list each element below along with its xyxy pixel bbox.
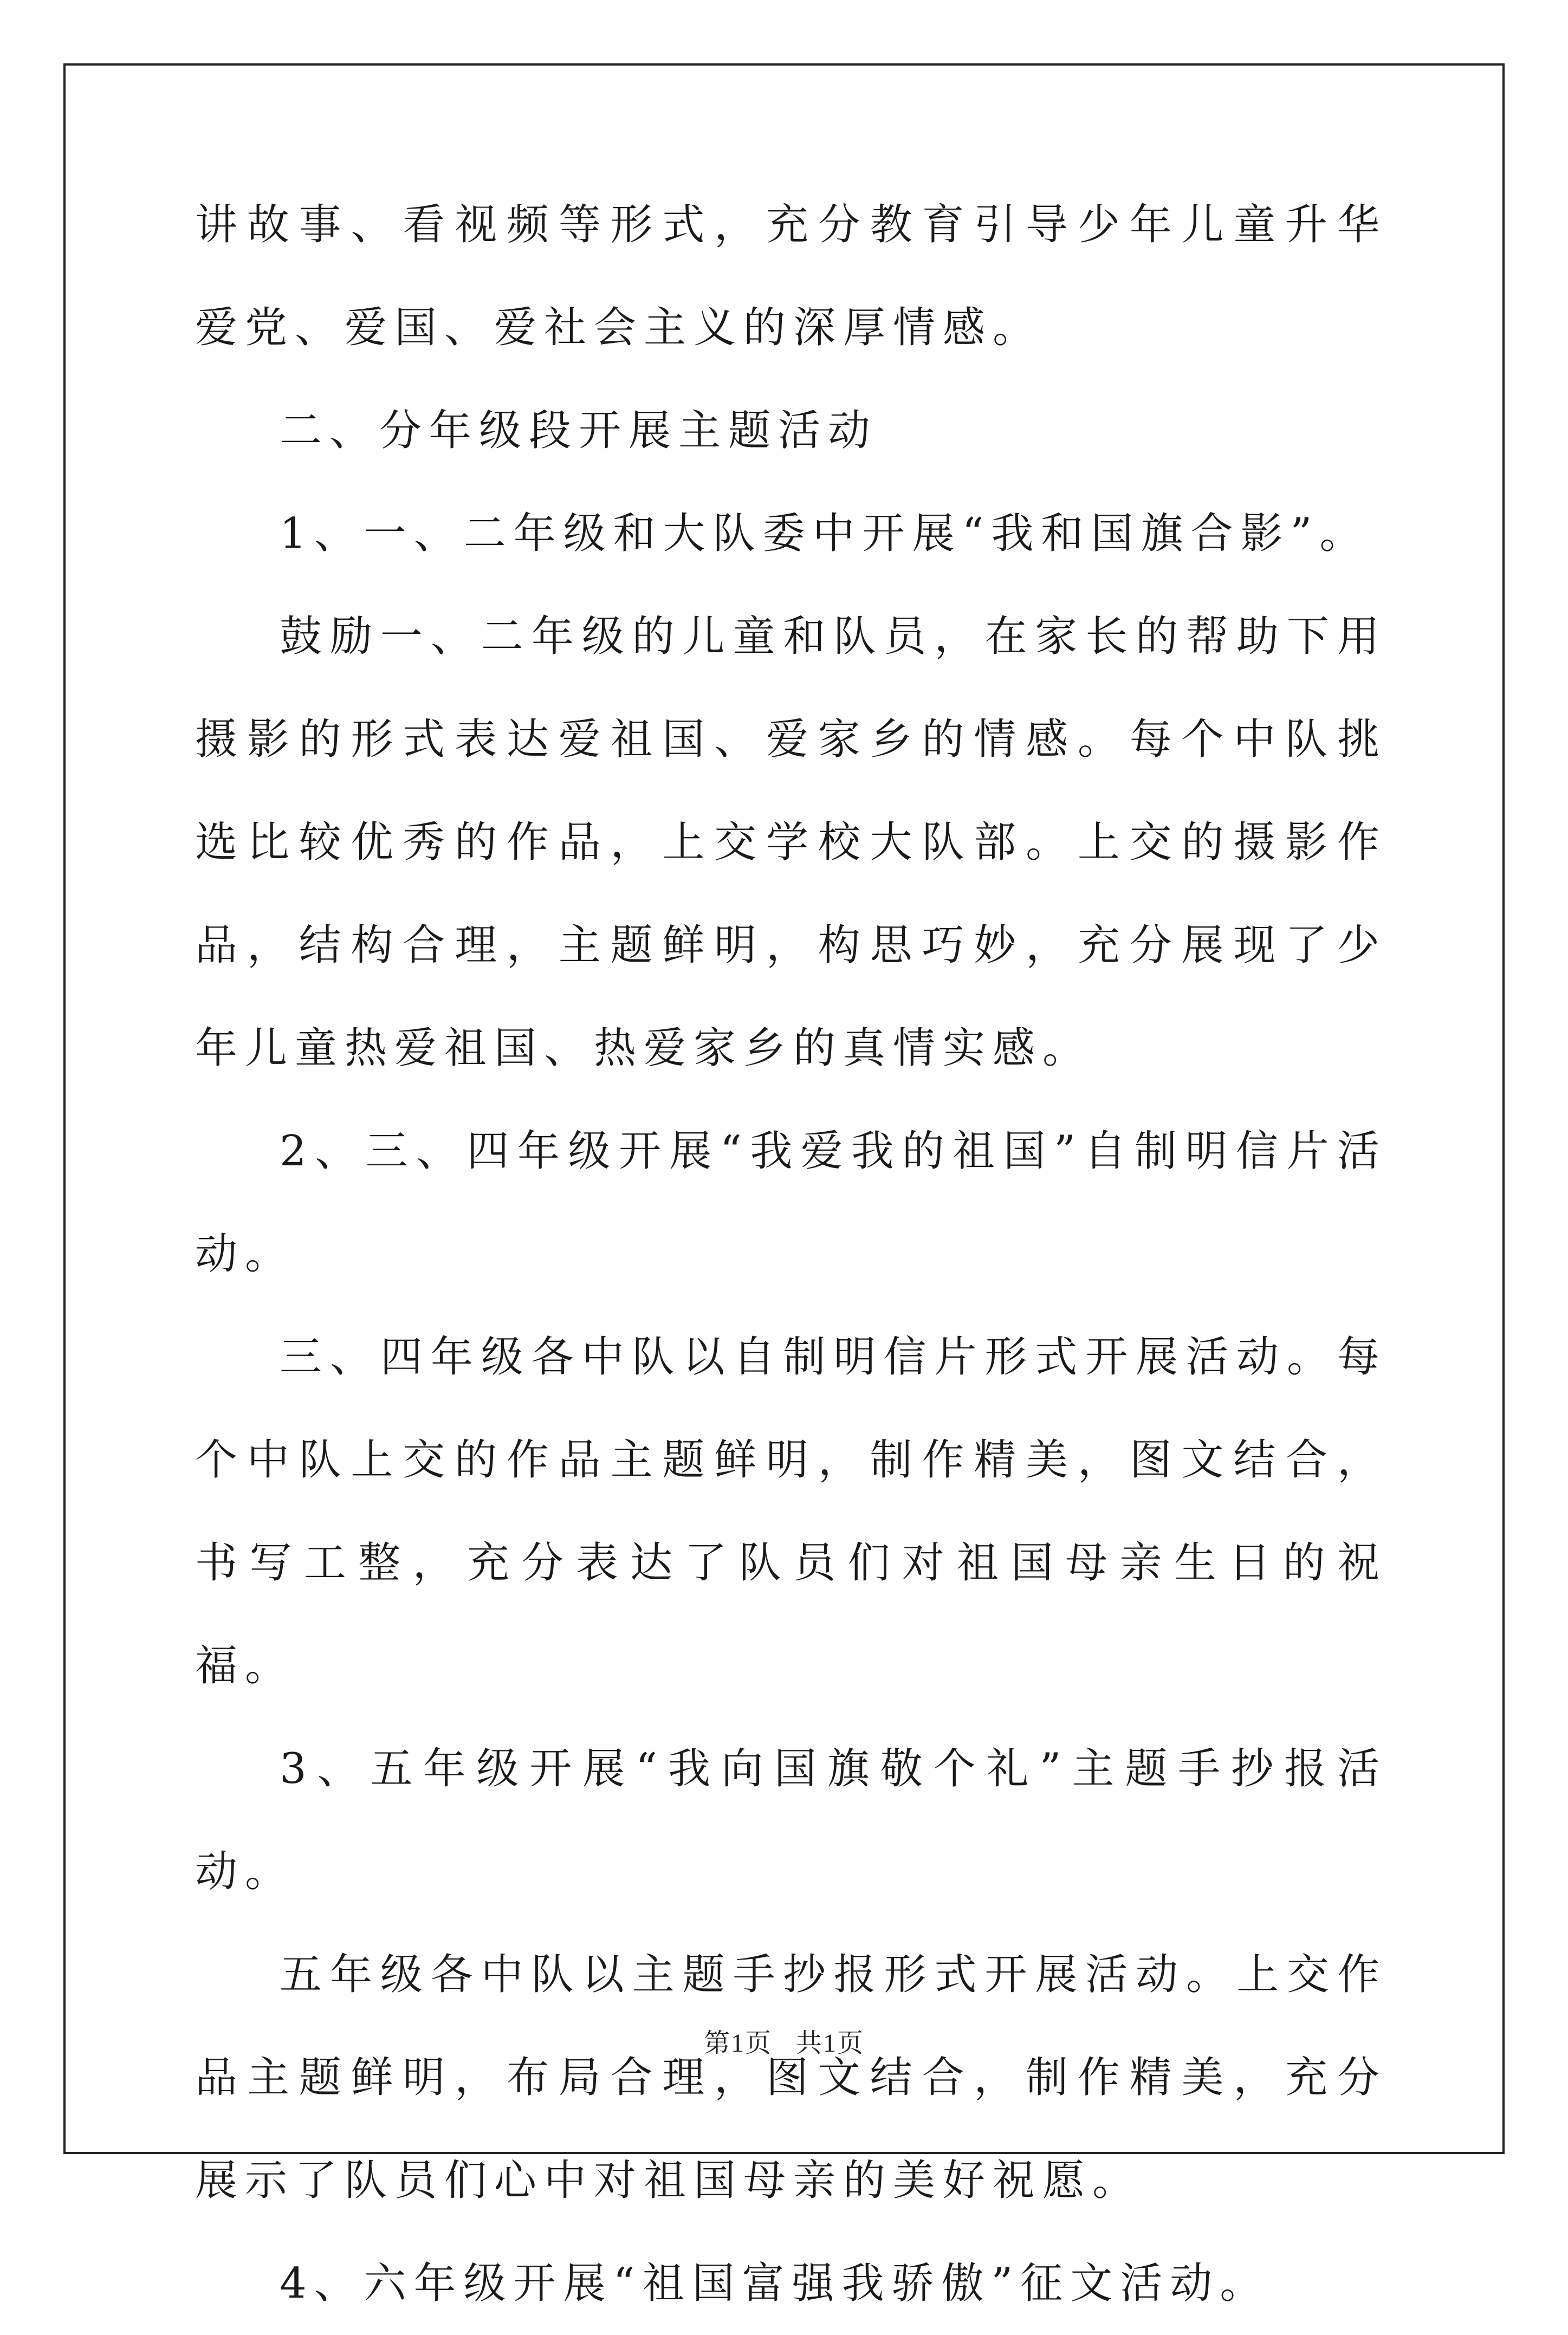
paragraph: 五年级各中队以主题手抄报形式开展活动。上交作品主题鲜明，布局合理，图文结合，制作精美，充分展示了队员们心中对祖国母亲的美好祝愿。 <box>195 1950 1387 2205</box>
page-number: 第1页 <box>703 2029 772 2058</box>
paragraph: 鼓励一、二年级的儿童和队员，在家长的帮助下用摄影的形式表达爱祖国、爱家乡的情感。每个中队挑选比较优秀的作品，上交学校大队部。上交的摄影作品，结构合理，主题鲜明，构思巧妙，充分展现了少年儿童热爱祖国、热爱家乡的真情实感。 <box>195 612 1387 1073</box>
page-footer <box>0 2022 1568 2059</box>
list-item-heading: 2、三、四年级开展“我爱我的祖国”自制明信片活动。 <box>195 1127 1387 1279</box>
list-item-heading: 1、一、二年级和大队委中开展“我和国旗合影”。 <box>280 509 1370 558</box>
list-item-heading: 3、五年级开展“我向国旗敬个礼”主题手抄报活动。 <box>195 1744 1387 1896</box>
total-pages: 共1页 <box>796 2029 865 2058</box>
section-heading: 二、分年级段开展主题活动 <box>280 406 878 455</box>
paragraph: 讲故事、看视频等形式，充分教育引导少年儿童升华爱党、爱国、爱社会主义的深厚情感。 <box>195 200 1387 352</box>
paragraph: 三、四年级各中队以自制明信片形式开展活动。每个中队上交的作品主题鲜明，制作精美，图文结合，书写工整，充分表达了队员们对祖国母亲生日的祝福。 <box>195 1333 1387 1690</box>
document-body <box>195 0 1387 2308</box>
list-item-heading: 4、六年级开展“祖国富强我骄傲”征文活动。 <box>280 2259 1270 2308</box>
